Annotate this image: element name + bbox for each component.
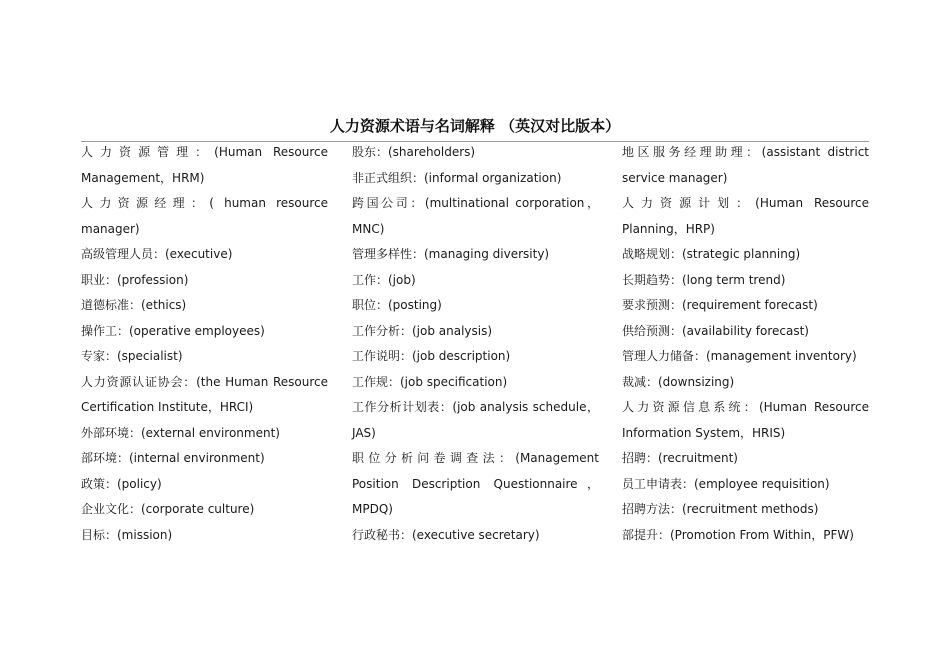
glossary-entry: 目标：(mission) bbox=[81, 527, 173, 542]
glossary-entry: 人力资源信息系统：(Human Resource Information System，HRIS) bbox=[622, 400, 869, 440]
glossary-entry: 股东：(shareholders) bbox=[352, 145, 476, 159]
glossary-entry: 供给预测：(availability forecast) bbox=[622, 323, 809, 338]
glossary-entry: 政策：(policy) bbox=[81, 476, 162, 491]
document-title: 人力资源术语与名词解释 （英汉对比版本） bbox=[329, 117, 621, 135]
glossary-column-1 bbox=[81, 140, 328, 548]
glossary-entry: 高级管理人员：(executive) bbox=[81, 247, 233, 261]
glossary-entry: 管理多样性：(managing diversity) bbox=[352, 247, 550, 261]
glossary-entry: 人力资源认证协会：(the Human Resource Certification Institute，HRCI) bbox=[81, 374, 328, 414]
glossary-entry: 人力资源计划：(Human Resource Planning，HRP) bbox=[622, 196, 869, 236]
glossary-entry: 操作工：(operative employees) bbox=[81, 323, 265, 338]
glossary-entry: 道德标准：(ethics) bbox=[81, 298, 187, 312]
glossary-column-3 bbox=[622, 140, 869, 548]
glossary-entry: 长期趋势：(long term trend) bbox=[622, 272, 786, 287]
glossary-entry: 工作分析：(job analysis) bbox=[352, 323, 493, 338]
glossary-entry: 工作说明：(job description) bbox=[352, 349, 511, 363]
glossary-entry: 工作规：(job specification) bbox=[352, 374, 508, 389]
glossary-entry: 战略规划：(strategic planning) bbox=[622, 247, 801, 261]
glossary-entry: 行政秘书：(executive secretary) bbox=[352, 527, 540, 542]
glossary-entry: 非正式组织：(informal organization) bbox=[352, 170, 562, 185]
glossary-entry: 工作分析计划表：(job analysis schedule，JAS) bbox=[352, 400, 599, 440]
glossary-entry: 要求预测：(requirement forecast) bbox=[622, 298, 818, 312]
glossary-entry: 管理人力储备：(management inventory) bbox=[622, 349, 857, 363]
glossary-entry: 部提升：(Promotion From Within，PFW) bbox=[622, 527, 854, 542]
glossary-entry: 外部环境：(external environment) bbox=[81, 425, 280, 440]
glossary-entry: 裁减：(downsizing) bbox=[622, 374, 735, 389]
glossary-entry: 职业：(profession) bbox=[81, 272, 189, 287]
glossary-entry: 员工申请表：(employee requisition) bbox=[622, 476, 830, 491]
glossary-column-2 bbox=[352, 140, 599, 548]
glossary-entry: 招聘方法：(recruitment methods) bbox=[622, 502, 819, 516]
glossary-entry: 跨国公司：(multinational corporation，MNC) bbox=[352, 196, 599, 236]
glossary-entry: 地区服务经理助理：(assistant district service manager) bbox=[622, 145, 869, 185]
glossary-entry: 企业文化：(corporate culture) bbox=[81, 502, 255, 516]
glossary-entry: 人力资源管理：(Human Resource Management，HRM) bbox=[81, 145, 328, 185]
glossary-entry: 职位分析问卷调查法：(Management Position Description Questionnaire，MPDQ) bbox=[352, 451, 599, 516]
glossary-entry: 职位：(posting) bbox=[352, 298, 442, 312]
glossary-entry: 专家：(specialist) bbox=[81, 349, 183, 363]
glossary-entry: 人力资源经理：( human resource manager) bbox=[81, 196, 328, 236]
glossary-entry: 招聘：(recruitment) bbox=[622, 451, 738, 465]
glossary-entry: 部环境：(internal environment) bbox=[81, 451, 265, 465]
glossary-entry: 工作：(job) bbox=[352, 272, 416, 287]
